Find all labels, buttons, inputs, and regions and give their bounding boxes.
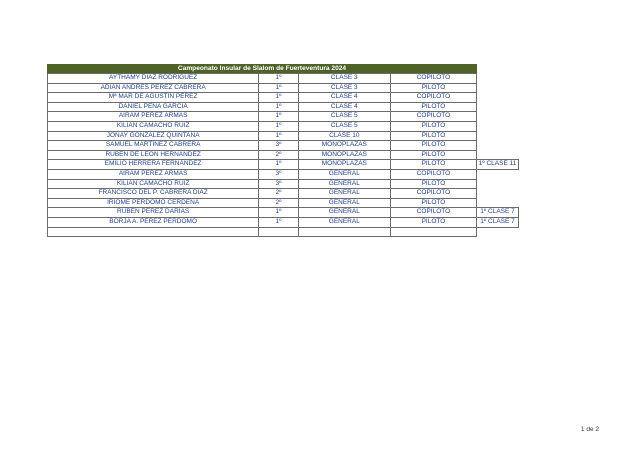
cell-extra bbox=[477, 179, 519, 189]
cell-role: COPILOTO bbox=[390, 112, 476, 122]
cell-role: COPILOTO bbox=[390, 208, 476, 218]
table-row bbox=[48, 121, 519, 131]
cell-extra bbox=[477, 112, 519, 122]
cell-clase: GENERAL bbox=[298, 179, 390, 189]
cell-extra bbox=[477, 150, 519, 160]
cell-clase: MONOPLAZAS bbox=[298, 150, 390, 160]
cell-extra bbox=[477, 121, 519, 131]
cell-role: PILOTO bbox=[390, 217, 476, 227]
cell-role: PILOTO bbox=[390, 141, 476, 151]
cell-name: KILIAN CAMACHO RUIZ bbox=[48, 179, 259, 189]
cell-clase: GENERAL bbox=[298, 169, 390, 179]
cell-extra bbox=[477, 131, 519, 141]
table-row bbox=[48, 93, 519, 103]
cell-name: RUBÉN PÉREZ DARÍAS bbox=[48, 208, 259, 218]
cell-extra bbox=[477, 93, 519, 103]
cell-extra: 1º CLASE 7 bbox=[477, 208, 519, 218]
cell-name: AIRAM PEREZ ARMAS bbox=[48, 112, 259, 122]
cell-name: AIRAM PEREZ ARMAS bbox=[48, 169, 259, 179]
cell-role bbox=[390, 227, 476, 237]
table-row bbox=[48, 208, 519, 218]
cell-pos: 1º bbox=[259, 93, 298, 103]
cell-clase: MONOPLAZAS bbox=[298, 141, 390, 151]
cell-pos: 2º bbox=[259, 189, 298, 199]
table-row bbox=[48, 217, 519, 227]
cell-clase: CLASE 3 bbox=[298, 83, 390, 93]
cell-role: COPILOTO bbox=[390, 169, 476, 179]
cell-extra bbox=[477, 198, 519, 208]
cell-pos: 1º bbox=[259, 83, 298, 93]
cell-name: RUBEN DE LEON HERNANDEZ bbox=[48, 150, 259, 160]
cell-role: PILOTO bbox=[390, 102, 476, 112]
cell-pos: 2º bbox=[259, 150, 298, 160]
cell-clase: CLASE 3 bbox=[298, 74, 390, 84]
cell-role: PILOTO bbox=[390, 150, 476, 160]
cell-name: JONAY GONZALEZ QUINTANA bbox=[48, 131, 259, 141]
cell-name: BORJA A. PÉREZ PERDOMO bbox=[48, 217, 259, 227]
cell-extra bbox=[477, 102, 519, 112]
table-row bbox=[48, 179, 519, 189]
cell-pos: 1º bbox=[259, 121, 298, 131]
cell-role: COPILOTO bbox=[390, 93, 476, 103]
cell-pos: 1º bbox=[259, 74, 298, 84]
table-row bbox=[48, 169, 519, 179]
cell-clase: CLASE 10 bbox=[298, 131, 390, 141]
results-table bbox=[47, 73, 519, 237]
cell-extra: 1º CLASE 7 bbox=[477, 217, 519, 227]
cell-pos: 1º bbox=[259, 160, 298, 170]
cell-role: PILOTO bbox=[390, 83, 476, 93]
cell-clase bbox=[298, 227, 390, 237]
table-row bbox=[48, 227, 519, 237]
table-row bbox=[48, 160, 519, 170]
table-row bbox=[48, 102, 519, 112]
table-row bbox=[48, 131, 519, 141]
table-row bbox=[48, 198, 519, 208]
cell-extra bbox=[477, 74, 519, 84]
cell-clase: CLASE 5 bbox=[298, 112, 390, 122]
table-row bbox=[48, 150, 519, 160]
table-title: Campeonato Insular de Slalom de Fuerteventura 2024 bbox=[47, 64, 477, 73]
cell-pos: 1º bbox=[259, 102, 298, 112]
cell-clase: GENERAL bbox=[298, 189, 390, 199]
cell-name: EMILIO HERRERA FERNÁNDEZ bbox=[48, 160, 259, 170]
cell-clase: GENERAL bbox=[298, 217, 390, 227]
cell-extra bbox=[477, 169, 519, 179]
cell-role: PILOTO bbox=[390, 179, 476, 189]
cell-extra: 1º CLASE 11 bbox=[477, 160, 519, 170]
cell-clase: CLASE 5 bbox=[298, 121, 390, 131]
cell-name bbox=[48, 227, 259, 237]
table-row bbox=[48, 74, 519, 84]
cell-role: COPILOTO bbox=[390, 189, 476, 199]
page-number: 1 de 2 bbox=[580, 426, 599, 433]
cell-role: PILOTO bbox=[390, 121, 476, 131]
table-row bbox=[48, 141, 519, 151]
cell-name: Mª MAR DE AGUSTÍN PÉREZ bbox=[48, 93, 259, 103]
cell-pos: 3º bbox=[259, 169, 298, 179]
cell-clase: CLASE 4 bbox=[298, 102, 390, 112]
cell-pos bbox=[259, 227, 298, 237]
cell-name: AYTHAMY DIAZ RODRIGUEZ bbox=[48, 74, 259, 84]
cell-extra bbox=[477, 227, 519, 237]
cell-pos: 3º bbox=[259, 141, 298, 151]
cell-name: ADIAN ANDRES PEREZ CABRERA bbox=[48, 83, 259, 93]
cell-name: FRANCISCO DEL P. CABRERA DIAZ bbox=[48, 189, 259, 199]
cell-extra bbox=[477, 141, 519, 151]
cell-name: IRIOME PERDOMO CERDEÑA bbox=[48, 198, 259, 208]
cell-role: PILOTO bbox=[390, 160, 476, 170]
table-row bbox=[48, 112, 519, 122]
cell-name: DANIEL PEÑA GARCIA bbox=[48, 102, 259, 112]
cell-name: SAMUEL MARTÍNEZ CABRERA bbox=[48, 141, 259, 151]
cell-name: KILIAN CAMACHO RUIZ bbox=[48, 121, 259, 131]
table-row bbox=[48, 83, 519, 93]
cell-extra bbox=[477, 83, 519, 93]
cell-pos: 1º bbox=[259, 112, 298, 122]
cell-pos: 1º bbox=[259, 217, 298, 227]
cell-clase: CLASE 4 bbox=[298, 93, 390, 103]
cell-pos: 1º bbox=[259, 208, 298, 218]
cell-extra bbox=[477, 189, 519, 199]
cell-pos: 3º bbox=[259, 179, 298, 189]
cell-clase: MONOPLAZAS bbox=[298, 160, 390, 170]
table-row bbox=[48, 189, 519, 199]
cell-clase: GENERAL bbox=[298, 198, 390, 208]
cell-role: PILOTO bbox=[390, 198, 476, 208]
cell-pos: 1º bbox=[259, 131, 298, 141]
cell-role: COPILOTO bbox=[390, 74, 476, 84]
cell-clase: GENERAL bbox=[298, 208, 390, 218]
results-table-body bbox=[48, 74, 519, 237]
cell-pos: 2º bbox=[259, 198, 298, 208]
cell-role: PILOTO bbox=[390, 131, 476, 141]
